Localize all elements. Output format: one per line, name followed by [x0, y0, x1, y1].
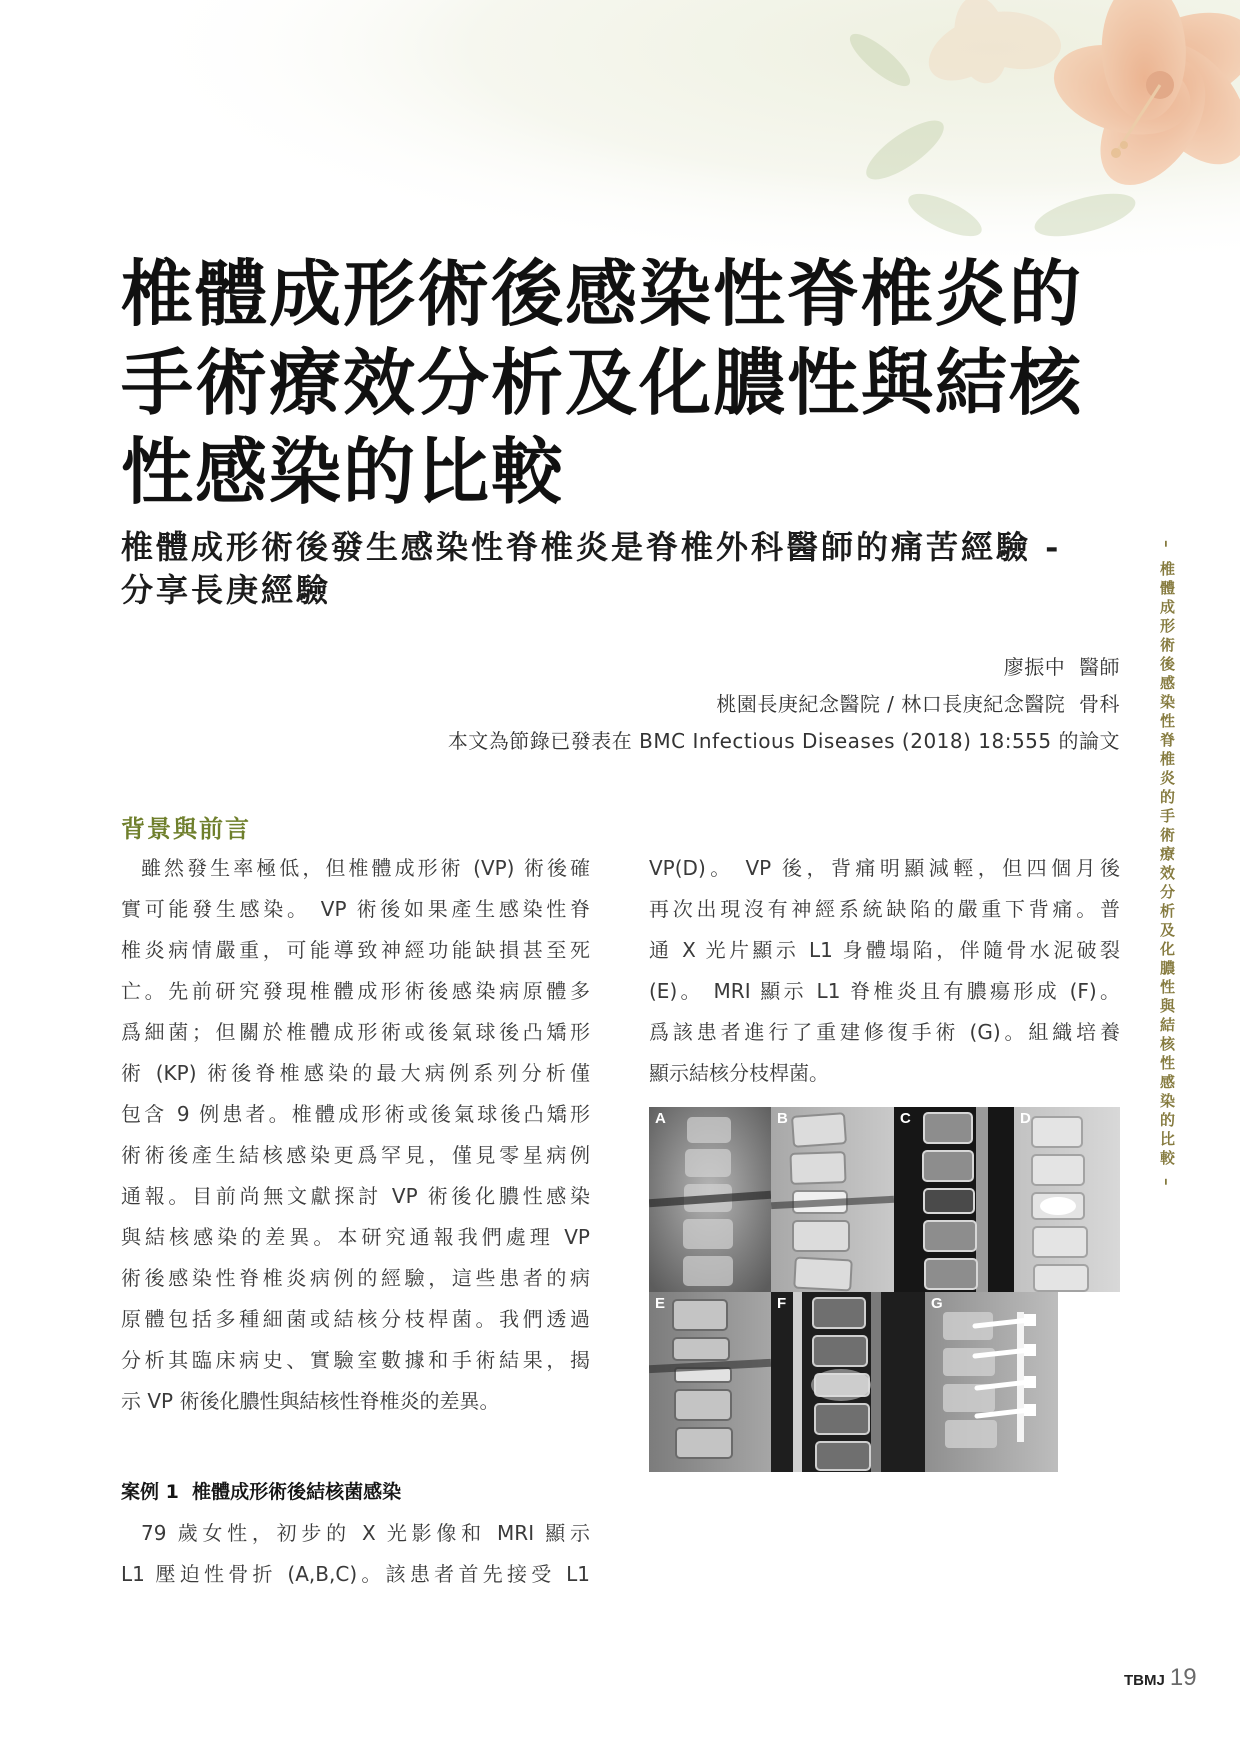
panel-label: E [655, 1295, 666, 1312]
body-line: 79 歲女性，初步的 X 光影像和 MRI 顯示 [141, 1521, 590, 1545]
byline [448, 649, 1120, 760]
body-line: 雖然發生率極低，但椎體成形術 (VP) 術後確 [141, 856, 590, 880]
left-column-text [121, 848, 590, 1422]
figure-panel-e [649, 1292, 771, 1472]
panel-label: F [777, 1295, 787, 1312]
body-line: 術 (KP) 術後脊椎感染的最大病例系列分析僅 [121, 1061, 590, 1085]
body-line: 術後感染性脊椎炎病例的經驗，這些患者的病 [121, 1266, 590, 1290]
body-line: 實可能發生感染。 VP 術後如果產生感染性脊 [121, 897, 590, 921]
body-line: 爲該患者進行了重建修復手術 (G)。組織培養 [649, 1020, 1120, 1044]
subtitle-line: 分享長庚經驗 [121, 571, 332, 609]
xray-image [925, 1292, 1058, 1472]
mri-image [894, 1107, 1014, 1292]
subtitle-line: 椎體成形術後發生感染性脊椎炎是脊椎外科醫師的痛苦經驗 - [121, 528, 1062, 566]
body-line: (E)。 MRI 顯示 L1 脊椎炎且有膿瘍形成 (F)。 [649, 979, 1120, 1003]
source-note: 本文為節錄已發表在 BMC Infectious Diseases (2018) 18:555 的論文 [447, 729, 1120, 753]
xray-image [1014, 1107, 1120, 1292]
body-line: 分析其臨床病史、實驗室數據和手術結果，揭 [121, 1348, 590, 1372]
page-number: 19 [1169, 1664, 1197, 1691]
body-line: 顯示結核分枝桿菌。 [649, 1061, 829, 1085]
mri-image [771, 1292, 925, 1472]
body-line: 術術後產生結核感染更爲罕見，僅見零星病例 [121, 1143, 590, 1167]
body-line: 原體包括多種細菌或結核分枝桿菌。我們透過 [121, 1307, 590, 1331]
journal-name: TBMJ [1124, 1672, 1165, 1689]
panel-label: C [900, 1110, 911, 1127]
body-line: 通報。目前尚無文獻探討 VP 術後化膿性感染 [121, 1184, 590, 1208]
body-line: VP(D)。 VP 後，背痛明顯減輕，但四個月後 [649, 856, 1120, 880]
side-running-title: – 椎體成形術後感染性脊椎炎的手術療效分析及化膿性與結核性感染的比較 – [1158, 540, 1176, 1190]
figure-panel-c [894, 1107, 1014, 1292]
article-title [121, 249, 1083, 516]
author-affiliation: 桃園長庚紀念醫院 / 林口長庚紀念醫院 骨科 [716, 692, 1120, 716]
xray-image [771, 1107, 894, 1292]
body-line: 示 VP 術後化膿性與結核性脊椎炎的差異。 [121, 1389, 500, 1413]
panel-label: G [931, 1295, 943, 1312]
page-footer [1124, 1664, 1197, 1692]
panel-label: A [655, 1110, 666, 1127]
imaging-figure [649, 1107, 1120, 1472]
title-line: 性感染的比較 [121, 429, 566, 514]
panel-label: D [1020, 1110, 1031, 1127]
xray-image [649, 1292, 771, 1472]
figure-panel-g [925, 1292, 1058, 1472]
figure-panel-b [771, 1107, 894, 1292]
title-line: 椎體成形術後感染性脊椎炎的 [121, 251, 1084, 336]
body-line: 包含 9 例患者。椎體成形術或後氣球後凸矯形 [121, 1102, 590, 1126]
body-line: 再次出現沒有神經系統缺陷的嚴重下背痛。普 [649, 897, 1120, 921]
panel-label: B [777, 1110, 788, 1127]
body-line: 爲細菌；但關於椎體成形術或後氣球後凸矯形 [121, 1020, 590, 1044]
figure-panel-f [771, 1292, 925, 1472]
case1-text [121, 1513, 590, 1595]
figure-panel-a [649, 1107, 771, 1292]
body-line: L1 壓迫性骨折 (A,B,C)。該患者首先接受 L1 [121, 1562, 590, 1586]
author-name: 廖振中 醫師 [1003, 655, 1120, 679]
xray-image [649, 1107, 771, 1292]
section-heading-case1: 案例 1 椎體成形術後結核菌感染 [121, 1481, 402, 1503]
body-line: 亡。先前研究發現椎體成形術後感染病原體多 [121, 979, 590, 1003]
section-heading-background: 背景與前言 [121, 814, 251, 843]
body-line: 與結核感染的差異。本研究通報我們處理 VP [121, 1225, 590, 1249]
right-column-text [649, 848, 1120, 1094]
body-line: 通 X 光片顯示 L1 身體塌陷，伴隨骨水泥破裂 [649, 938, 1120, 962]
body-line: 椎炎病情嚴重，可能導致神經功能缺損甚至死 [121, 938, 590, 962]
article-subtitle [121, 526, 1061, 612]
title-line: 手術療效分析及化膿性與結核 [121, 340, 1084, 425]
figure-panel-d [1014, 1107, 1120, 1292]
